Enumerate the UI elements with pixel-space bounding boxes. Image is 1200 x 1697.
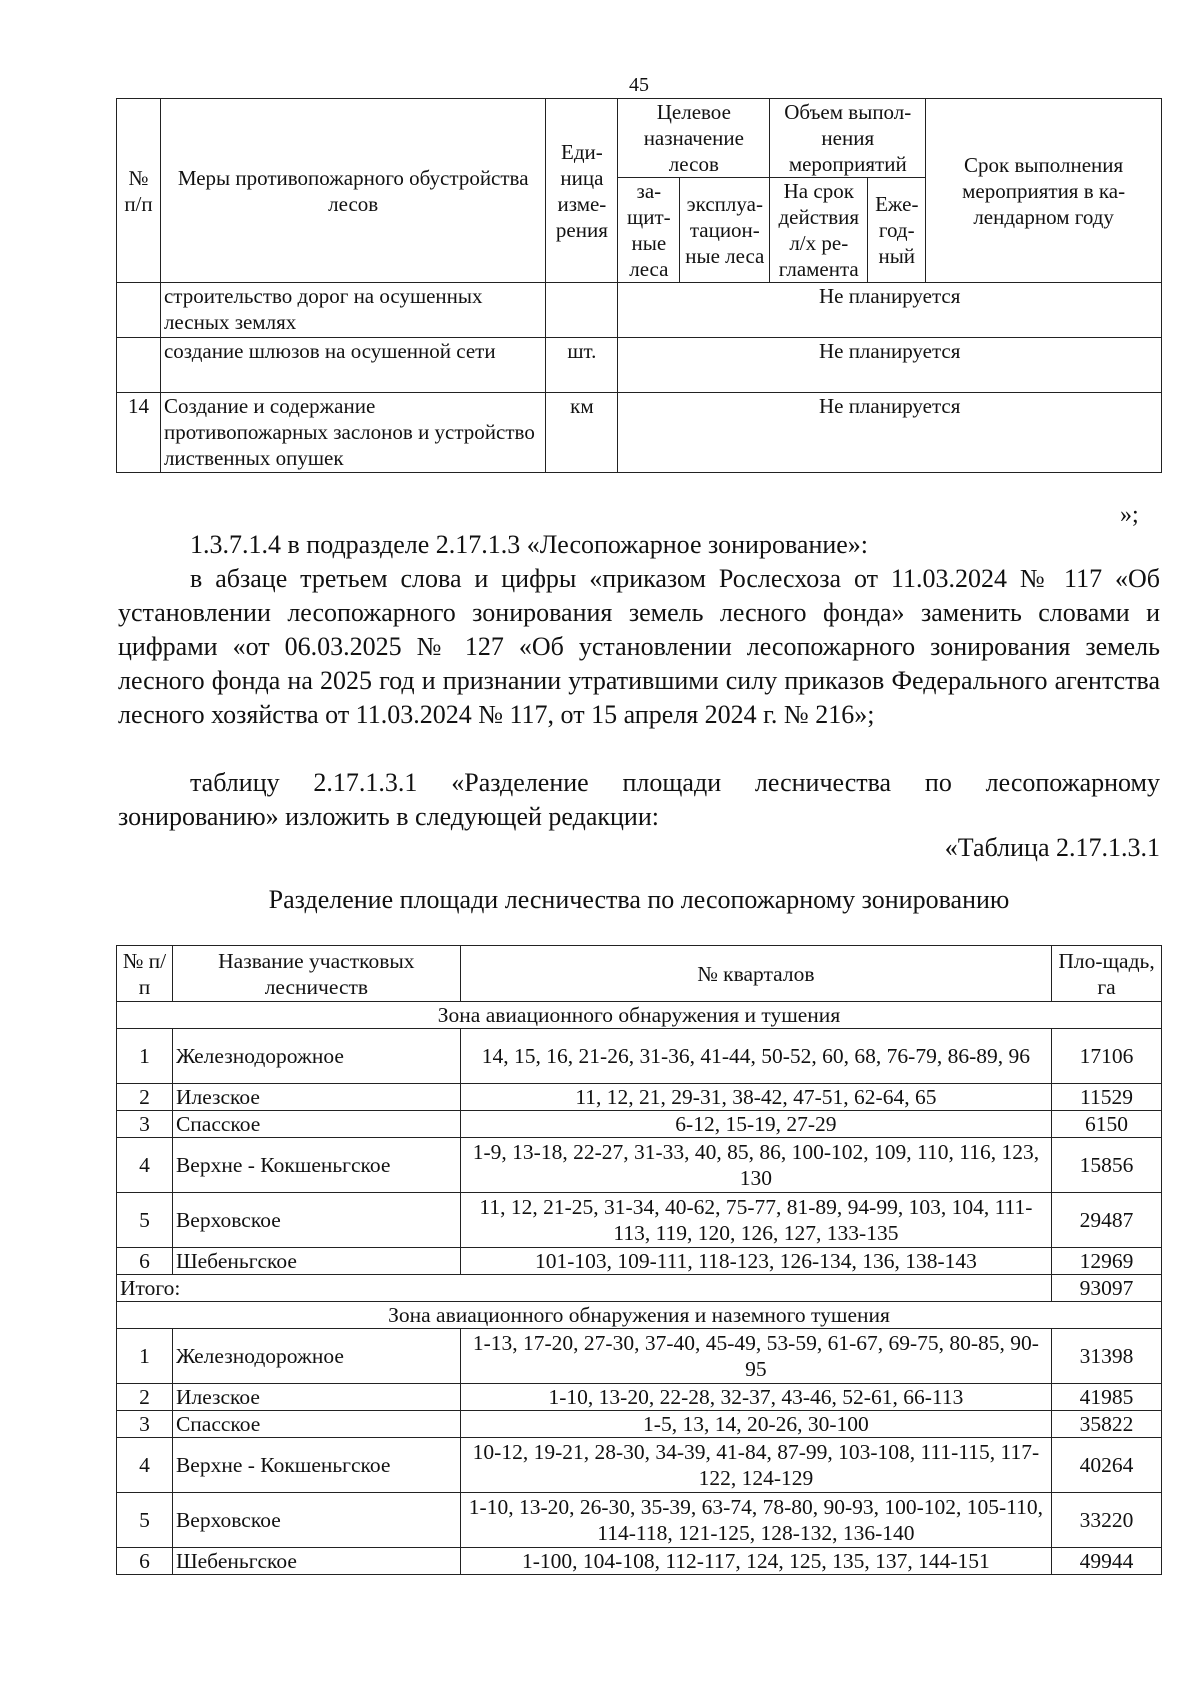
header-regulation-term: На срок действия л/х ре-гламента bbox=[770, 178, 868, 283]
header-measures: Меры противопожарного обустройства лесов bbox=[160, 99, 545, 283]
row-num: 14 bbox=[117, 393, 161, 473]
table-row bbox=[117, 1329, 1162, 1384]
row-num: 6 bbox=[117, 1548, 173, 1575]
row-num: 1 bbox=[117, 1029, 173, 1084]
row-status: Не планируется bbox=[618, 338, 1162, 393]
row-num: 2 bbox=[117, 1084, 173, 1111]
row-quarters: 14, 15, 16, 21-26, 31-36, 41-44, 50-52, 60, 68, 76-79, 86-89, 96 bbox=[460, 1029, 1051, 1084]
row-name: Илезское bbox=[172, 1384, 460, 1411]
row-name: Верхне - Кокшеньгское bbox=[172, 1138, 460, 1193]
row-quarters: 1-9, 13-18, 22-27, 31-33, 40, 85, 86, 100-102, 109, 110, 116, 123, 130 bbox=[460, 1138, 1051, 1193]
row-name: Верховское bbox=[172, 1193, 460, 1248]
row-area: 41985 bbox=[1052, 1384, 1162, 1411]
row-area: 6150 bbox=[1052, 1111, 1162, 1138]
row-measure: строительство дорог на осушенных лесных землях bbox=[160, 283, 545, 338]
header-target-purpose: Целевое назначение лесов bbox=[618, 99, 770, 178]
table-row bbox=[117, 1084, 1162, 1111]
table-row bbox=[117, 1029, 1162, 1084]
row-unit: шт. bbox=[546, 338, 618, 393]
row-num: 4 bbox=[117, 1138, 173, 1193]
table-row bbox=[117, 1111, 1162, 1138]
row-area: 31398 bbox=[1052, 1329, 1162, 1384]
row-num: 5 bbox=[117, 1193, 173, 1248]
table-row bbox=[117, 1193, 1162, 1248]
row-measure: Создание и содержание противопожарных заслонов и устройство лиственных опушек bbox=[160, 393, 545, 473]
table-row bbox=[117, 1248, 1162, 1275]
table-row bbox=[117, 1138, 1162, 1193]
row-quarters: 6-12, 15-19, 27-29 bbox=[460, 1111, 1051, 1138]
row-num bbox=[117, 283, 161, 338]
header-volume: Объем выпол-нения мероприятий bbox=[770, 99, 926, 178]
fire-zoning-table bbox=[116, 945, 1162, 1575]
row-num: 5 bbox=[117, 1493, 173, 1548]
total-label: Итого: bbox=[117, 1275, 1052, 1302]
table-row bbox=[117, 1411, 1162, 1438]
table-row bbox=[117, 338, 1162, 393]
row-quarters: 1-10, 13-20, 22-28, 32-37, 43-46, 52-61, 66-113 bbox=[460, 1384, 1051, 1411]
row-name: Илезское bbox=[172, 1084, 460, 1111]
row-name: Железнодорожное bbox=[172, 1329, 460, 1384]
row-area: 33220 bbox=[1052, 1493, 1162, 1548]
header-annual: Еже-год-ный bbox=[868, 178, 926, 283]
row-quarters: 10-12, 19-21, 28-30, 34-39, 41-84, 87-99, 103-108, 111-115, 117-122, 124-129 bbox=[460, 1438, 1051, 1493]
header-operational: эксплуа-тацион-ные леса bbox=[680, 178, 770, 283]
row-num: 2 bbox=[117, 1384, 173, 1411]
header-unit: Еди-ница изме-рения bbox=[546, 99, 618, 283]
row-quarters: 1-13, 17-20, 27-30, 37-40, 45-49, 53-59, 61-67, 69-75, 80-85, 90-95 bbox=[460, 1329, 1051, 1384]
page-number: 45 bbox=[629, 74, 649, 96]
row-quarters: 1-10, 13-20, 26-30, 35-39, 63-74, 78-80, 90-93, 100-102, 105-110, 114-118, 121-125, 128-132, 136-140 bbox=[460, 1493, 1051, 1548]
row-area: 49944 bbox=[1052, 1548, 1162, 1575]
row-num: 1 bbox=[117, 1329, 173, 1384]
table-row bbox=[117, 1493, 1162, 1548]
row-area: 15856 bbox=[1052, 1138, 1162, 1193]
table-row bbox=[117, 1384, 1162, 1411]
header-deadline: Срок выполнения мероприятия в ка-лендарном году bbox=[926, 99, 1162, 283]
header-quarters: № кварталов bbox=[460, 946, 1051, 1002]
total-value: 93097 bbox=[1052, 1275, 1162, 1302]
row-area: 11529 bbox=[1052, 1084, 1162, 1111]
row-num: 6 bbox=[117, 1248, 173, 1275]
table-row bbox=[117, 1548, 1162, 1575]
row-name: Железнодорожное bbox=[172, 1029, 460, 1084]
row-area: 35822 bbox=[1052, 1411, 1162, 1438]
row-name: Шебеньгское bbox=[172, 1248, 460, 1275]
table-row bbox=[117, 283, 1162, 338]
paragraph-1: 1.3.7.1.4 в подразделе 2.17.1.3 «Лесопожарное зонирование»: bbox=[190, 530, 869, 559]
header-num: № п/п bbox=[117, 99, 161, 283]
zone-title: Зона авиационного обнаружения и тушения bbox=[117, 1002, 1162, 1029]
row-quarters: 1-100, 104-108, 112-117, 124, 125, 135, 137, 144-151 bbox=[460, 1548, 1051, 1575]
paragraph-2: в абзаце третьем слова и цифры «приказом Рослесхоза от 11.03.2024 № 117 «Об установлении лесопожарного зонирования земель лесного фонда» заменить словами и цифрами «от 06.03.2025 № 127 «Об установлении лесопожарного зонирования земель лесного фонда на 2025 год и признании утратившими силу приказов Федерального агентства лесного хозяйства от 11.03.2024 № 117, от 15 апреля 2024 г. № 216»; bbox=[118, 564, 1160, 729]
header-protective: за-щит-ные леса bbox=[618, 178, 680, 283]
row-area: 12969 bbox=[1052, 1248, 1162, 1275]
paragraph-3: таблицу 2.17.1.3.1 «Разделение площади лесничества по лесопожарному зонированию» изложить в следующей редакции: bbox=[118, 768, 1160, 831]
row-unit bbox=[546, 283, 618, 338]
zone-title: Зона авиационного обнаружения и наземного тушения bbox=[117, 1302, 1162, 1329]
row-name: Шебеньгское bbox=[172, 1548, 460, 1575]
row-quarters: 11, 12, 21-25, 31-34, 40-62, 75-77, 81-89, 94-99, 103, 104, 111-113, 119, 120, 126, 127, 133-135 bbox=[460, 1193, 1051, 1248]
row-area: 40264 bbox=[1052, 1438, 1162, 1493]
row-num: 3 bbox=[117, 1411, 173, 1438]
table-row bbox=[117, 393, 1162, 473]
table-row bbox=[117, 1438, 1162, 1493]
row-measure: создание шлюзов на осушенной сети bbox=[160, 338, 545, 393]
row-quarters: 11, 12, 21, 29-31, 38-42, 47-51, 62-64, 65 bbox=[460, 1084, 1051, 1111]
row-unit: км bbox=[546, 393, 618, 473]
row-name: Верховское bbox=[172, 1493, 460, 1548]
row-quarters: 1-5, 13, 14, 20-26, 30-100 bbox=[460, 1411, 1051, 1438]
row-area: 29487 bbox=[1052, 1193, 1162, 1248]
row-num: 3 bbox=[117, 1111, 173, 1138]
table-title: Разделение площади лесничества по лесопожарному зонированию bbox=[268, 885, 1010, 914]
row-quarters: 101-103, 109-111, 118-123, 126-134, 136, 138-143 bbox=[460, 1248, 1051, 1275]
row-num bbox=[117, 338, 161, 393]
fire-prevention-measures-table bbox=[116, 98, 1162, 473]
row-area: 17106 bbox=[1052, 1029, 1162, 1084]
header-name: Название участковых лесничеств bbox=[172, 946, 460, 1002]
total-row bbox=[117, 1275, 1162, 1302]
header-area: Пло-щадь, га bbox=[1052, 946, 1162, 1002]
row-name: Спасское bbox=[172, 1411, 460, 1438]
row-status: Не планируется bbox=[618, 393, 1162, 473]
row-status: Не планируется bbox=[618, 283, 1162, 338]
table-caption: «Таблица 2.17.1.3.1 bbox=[944, 833, 1160, 862]
row-num: 4 bbox=[117, 1438, 173, 1493]
closing-quote: »; bbox=[1120, 502, 1139, 528]
header-num: № п/п bbox=[117, 946, 173, 1002]
row-name: Верхне - Кокшеньгское bbox=[172, 1438, 460, 1493]
row-name: Спасское bbox=[172, 1111, 460, 1138]
